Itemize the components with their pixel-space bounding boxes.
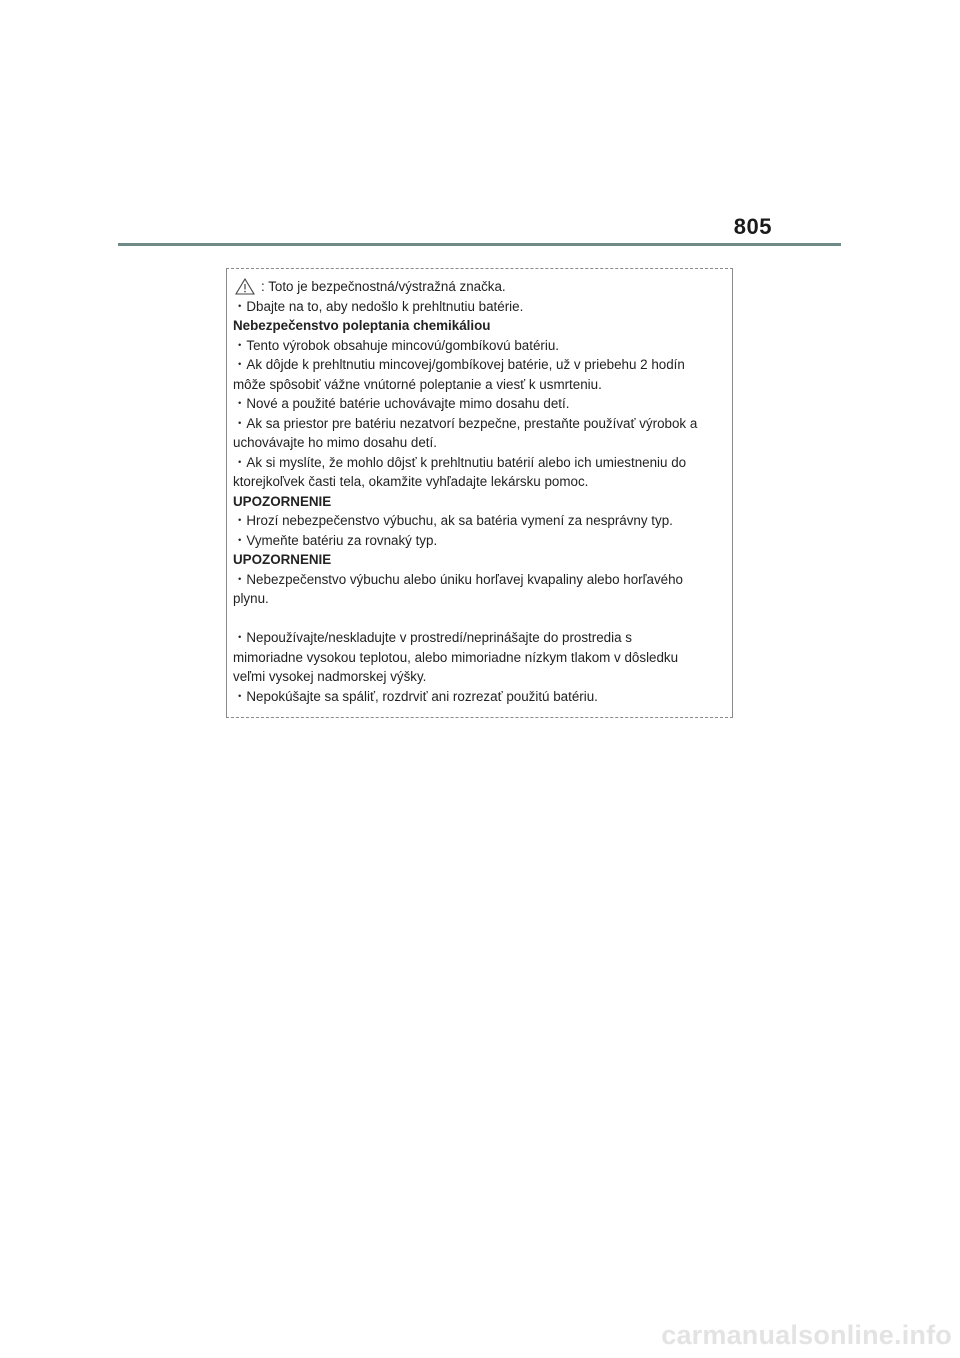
warning-box (226, 268, 733, 718)
paragraph-line: ・Hrozí nebezpečenstvo výbuchu, ak sa batéria vymení za nesprávny typ. (233, 513, 673, 528)
paragraph-line: ・Nepoužívajte/neskladujte v prostredí/neprinášajte do prostredia s (233, 630, 632, 645)
paragraph-line: ・Nové a použité batérie uchovávajte mimo dosahu detí. (233, 396, 570, 411)
paragraph-line: ・Nepokúšajte sa spáliť, rozdrviť ani rozrezať použitú batériu. (233, 688, 598, 704)
paragraph-line: ・Ak si myslíte, že mohlo dôjsť k prehltnutiu batérií alebo ich umiestneniu do (233, 454, 687, 470)
paragraph-gap (233, 609, 727, 629)
paragraph-line: ・Nebezpečenstvo výbuchu alebo úniku horľavej kvapaliny alebo horľavého (233, 571, 683, 587)
section-heading: UPOZORNENIE (233, 552, 332, 567)
safety-symbol-note (233, 277, 727, 297)
paragraph-line: veľmi vysokej nadmorskej výšky. (233, 669, 427, 684)
safety-symbol-text: : Toto je bezpečnostná/výstražná značka. (261, 279, 506, 294)
header-rule (118, 243, 841, 246)
section-heading: Nebezpečenstvo poleptania chemikáliou (233, 318, 491, 333)
paragraph-line: mimoriadne vysokou teplotou, alebo mimoriadne nízkym tlakom v dôsledku (233, 649, 679, 665)
warning-triangle-icon (235, 278, 255, 295)
paragraph-line: plynu. (233, 591, 269, 606)
paragraph-line: ・Dbajte na to, aby nedošlo k prehltnutiu batérie. (233, 298, 524, 314)
paragraph-line: ・Ak dôjde k prehltnutiu mincovej/gombíkovej batérie, už v priebehu 2 hodín (233, 357, 685, 372)
paragraph-line: ・Tento výrobok obsahuje mincovú/gombíkovú batériu. (233, 337, 560, 353)
paragraph-line: ・Ak sa priestor pre batériu nezatvorí bezpečne, prestaňte používať výrobok a (233, 415, 698, 431)
paragraph-line: uchovávajte ho mimo dosahu detí. (233, 435, 437, 450)
paragraph-line: ktorejkoľvek časti tela, okamžite vyhľadajte lekársku pomoc. (233, 474, 589, 489)
paragraph-line: ・Vymeňte batériu za rovnaký typ. (233, 532, 438, 548)
watermark: carmanualsonline.info (661, 1320, 952, 1350)
section-heading: UPOZORNENIE (233, 493, 332, 509)
page-number: 805 (733, 214, 772, 239)
paragraph-line: môže spôsobiť vážne vnútorné poleptanie a viesť k usmrteniu. (233, 376, 602, 392)
warning-box-content (233, 277, 727, 706)
